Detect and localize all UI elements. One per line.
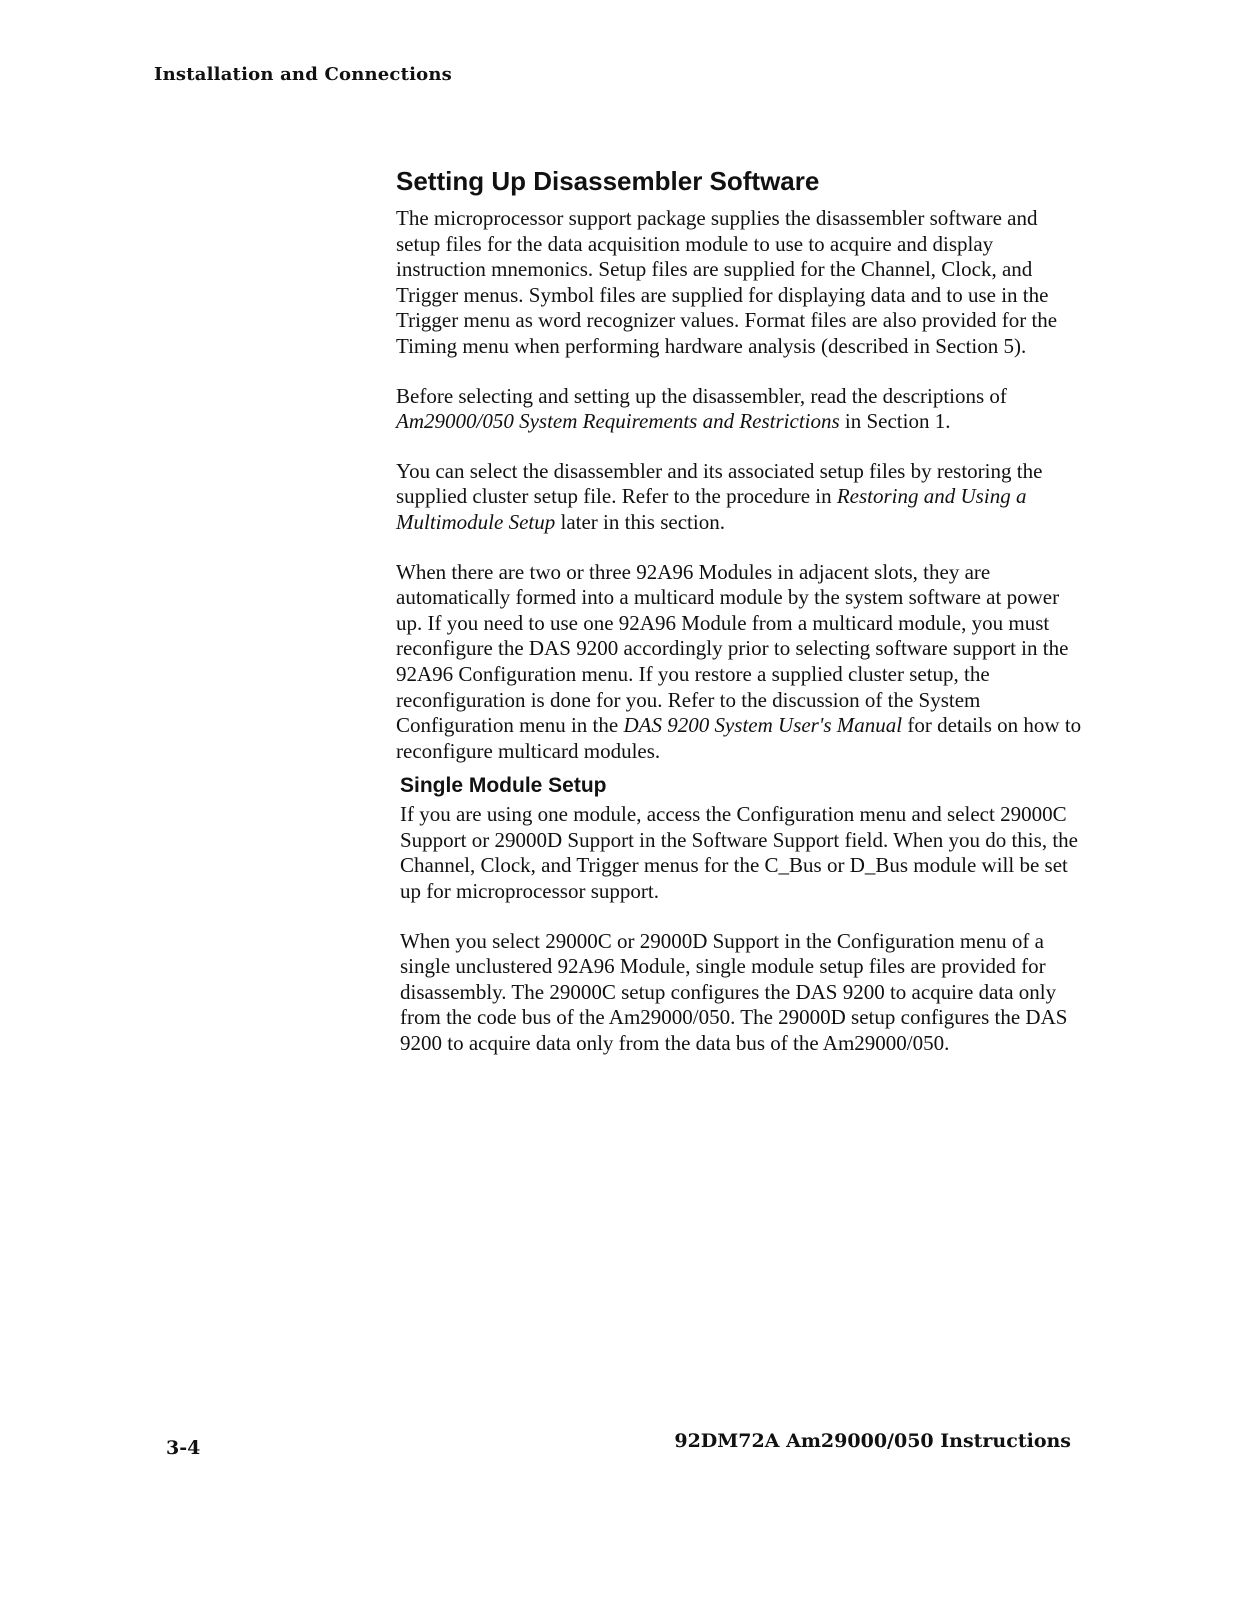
text-run: for details on how to reconfigure multicard modules. [396,713,1082,763]
body-paragraph [396,384,1086,435]
text-run: Before selecting and setting up the disassembler, read the descriptions of [396,383,1007,408]
manual-title: DAS 9200 System User's Manual [623,713,903,738]
subsection-title: Single Module Setup [400,774,607,798]
text-run: The microprocessor support package supplies the disassembler software and setup files for the data acquisition module to use to acquire and display instruction mnemonics. Setup files are supplied for the Channel, Clock, and Trigger menus. Symbol files are supplied for displaying data and to use in the Trigger menu as word recognizer values. Format files are also provided for the Timing menu when performing hardware analysis (described in Section 5). [396,206,1058,358]
body-paragraph [396,459,1086,536]
document-title: 92DM72A Am29000/050 Instructions [674,1430,1071,1452]
body-paragraph [396,560,1086,765]
main-content [396,164,1086,1081]
text-run: When there are two or three 92A96 Modules in adjacent slots, they are automatically formed into a multicard module by the system software at power up. If you need to use one 92A96 Module from a multicard module, you must reconfigure the DAS 9200 accordingly prior to selecting software support in the 92A96 Configuration menu. If you restore a supplied cluster setup, the reconfiguration is done for you. Refer to the discussion of the System Configuration menu in the [396,559,1069,738]
body-paragraph [400,929,1086,1057]
body-paragraph [400,802,1086,904]
running-header: Installation and Connections [154,64,452,85]
text-run: When you select 29000C or 29000D Support in the Configuration menu of a single unclustered 92A96 Module, single module setup files are provided for disassembly. The 29000C setup configures the DAS 9200 to acquire data only from the code bus of the Am29000/050. The 29000D setup configures the DAS 9200 to acquire data only from the data bus of the Am29000/050. [400,928,1068,1056]
page-number: 3-4 [166,1437,201,1459]
cross-reference-title: Restoring and Using a Multimodule Setup [396,484,1027,534]
cross-reference-title: Am29000/050 System Requirements and Restrictions [396,409,840,434]
text-run: If you are using one module, access the Configuration menu and select 29000C Support or 29000D Support in the Software Support field. When you do this, the Channel, Clock, and Trigger menus for the C_Bus or D_Bus module will be set up for microprocessor support. [400,802,1078,904]
text-run: in Section 1. [839,409,951,434]
text-run: later in this section. [555,509,725,534]
section-title: Setting Up Disassembler Software [396,166,820,196]
body-paragraph [396,206,1086,360]
text-run: You can select the disassembler and its associated setup files by restoring the supplied cluster setup file. Refer to the procedure in [396,458,1043,509]
